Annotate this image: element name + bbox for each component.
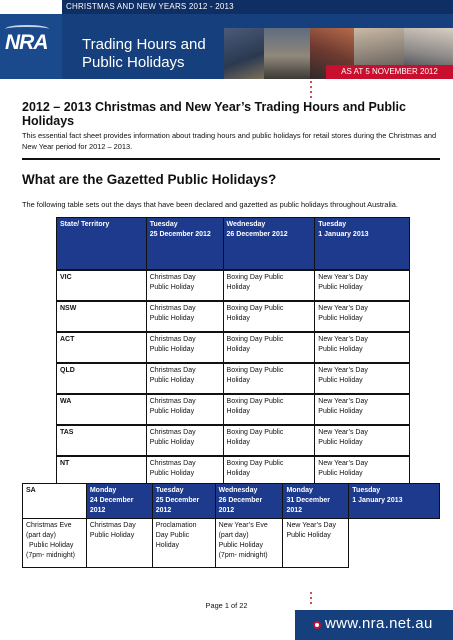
- state-cell: NT: [57, 456, 147, 487]
- state-cell: NSW: [57, 301, 147, 332]
- banner-photo: [224, 28, 264, 79]
- public-holidays-table: [56, 217, 410, 487]
- header-cell: Monday 31 December 2012: [283, 484, 349, 519]
- header-cell: Tuesday 25 December 2012: [152, 484, 215, 519]
- dotted-divider-icon: [310, 81, 312, 101]
- table-row: [57, 394, 410, 425]
- bullet-circle-icon: [313, 621, 321, 629]
- table-row: [57, 456, 410, 487]
- header-cell: State/ Territory: [57, 218, 147, 271]
- logo-swoosh-icon: [5, 25, 49, 33]
- table-cell: Proclamation Day Public Holiday: [152, 519, 215, 568]
- header-cell: Wednesday 26 December 2012: [223, 218, 315, 271]
- nra-logo: NRA: [5, 30, 57, 56]
- footer-banner: [295, 610, 453, 640]
- table-row: [57, 301, 410, 332]
- table-cell: New Year’s Day Public Holiday: [315, 301, 410, 332]
- section-divider: [22, 158, 440, 160]
- banner-title-line1: Trading Hours and: [82, 36, 206, 53]
- table-cell: New Year’s Day Public Holiday: [315, 363, 410, 394]
- table-cell: Boxing Day Public Holiday: [223, 363, 315, 394]
- table-cell: Christmas Day Public Holiday: [146, 301, 223, 332]
- intro-paragraph: This essential fact sheet provides information about trading hours and public holidays for retail stores during the Christmas and New Year period for 2012 – 2013.: [22, 131, 437, 151]
- table-cell: Christmas Day Public Holiday: [146, 270, 223, 301]
- table-cell: New Year’s Day Public Holiday: [315, 425, 410, 456]
- table-row: [57, 270, 410, 301]
- header-top-label: CHRISTMAS AND NEW YEARS 2012 - 2013: [62, 0, 453, 14]
- table-cell: Boxing Day Public Holiday: [223, 394, 315, 425]
- table-cell: Christmas Day Public Holiday: [86, 519, 152, 568]
- table-cell: Christmas Day Public Holiday: [146, 456, 223, 487]
- state-cell: SA: [23, 484, 87, 519]
- table-cell: Boxing Day Public Holiday: [223, 332, 315, 363]
- table-row: [57, 425, 410, 456]
- table-cell: Christmas Day Public Holiday: [146, 332, 223, 363]
- table-cell: Boxing Day Public Holiday: [223, 270, 315, 301]
- section-lead: The following table sets out the days that have been declared and gazetted as public holidays throughout Australia.: [22, 200, 398, 209]
- table-row: [57, 332, 410, 363]
- state-cell: WA: [57, 394, 147, 425]
- banner-title: [82, 36, 206, 72]
- banner-photo: [264, 28, 310, 79]
- table-cell: Boxing Day Public Holiday: [223, 301, 315, 332]
- banner-title-line2: Public Holidays: [82, 54, 185, 71]
- state-cell: TAS: [57, 425, 147, 456]
- table-cell: Boxing Day Public Holiday: [223, 456, 315, 487]
- header-cell: Tuesday 25 December 2012: [146, 218, 223, 271]
- state-cell: ACT: [57, 332, 147, 363]
- header-cell: Tuesday 1 January 2013: [315, 218, 410, 271]
- page-title: 2012 – 2013 Christmas and New Year’s Trading Hours and Public Holidays: [22, 100, 406, 128]
- table-cell: Christmas Day Public Holiday: [146, 363, 223, 394]
- table-row: [23, 519, 440, 568]
- page-number: Page 1 of 22: [205, 601, 248, 610]
- table-cell: Boxing Day Public Holiday: [223, 425, 315, 456]
- dotted-divider-icon: [310, 592, 312, 607]
- table-cell: New Year’s Day Public Holiday: [283, 519, 349, 568]
- table-header-row: [57, 218, 410, 271]
- state-cell: VIC: [57, 270, 147, 301]
- date-badge: AS AT 5 NOVEMBER 2012: [326, 65, 453, 79]
- table-cell: New Year’s Day Public Holiday: [315, 270, 410, 301]
- table-cell: New Year’s Day Public Holiday: [315, 332, 410, 363]
- header-cell: Monday 24 December 2012: [86, 484, 152, 519]
- header-cell: Wednesday 26 December 2012: [215, 484, 283, 519]
- section-heading: What are the Gazetted Public Holidays?: [22, 172, 277, 187]
- table-cell: Christmas Day Public Holiday: [146, 425, 223, 456]
- table-cell: New Year’s Day Public Holiday: [315, 456, 410, 487]
- table-cell: Christmas Eve (part day) Public Holiday (7pm- midnight): [23, 519, 87, 568]
- website-link[interactable]: www.nra.net.au: [325, 615, 433, 632]
- table-cell: New Year’s Eve (part day) Public Holiday (7pm- midnight): [215, 519, 283, 568]
- table-cell: New Year’s Day Public Holiday: [315, 394, 410, 425]
- table-row: [57, 363, 410, 394]
- header-cell: Tuesday 1 January 2013: [349, 484, 440, 519]
- table-header-row: [23, 484, 440, 519]
- table-cell: Christmas Day Public Holiday: [146, 394, 223, 425]
- sa-holidays-table: [22, 483, 440, 568]
- state-cell: QLD: [57, 363, 147, 394]
